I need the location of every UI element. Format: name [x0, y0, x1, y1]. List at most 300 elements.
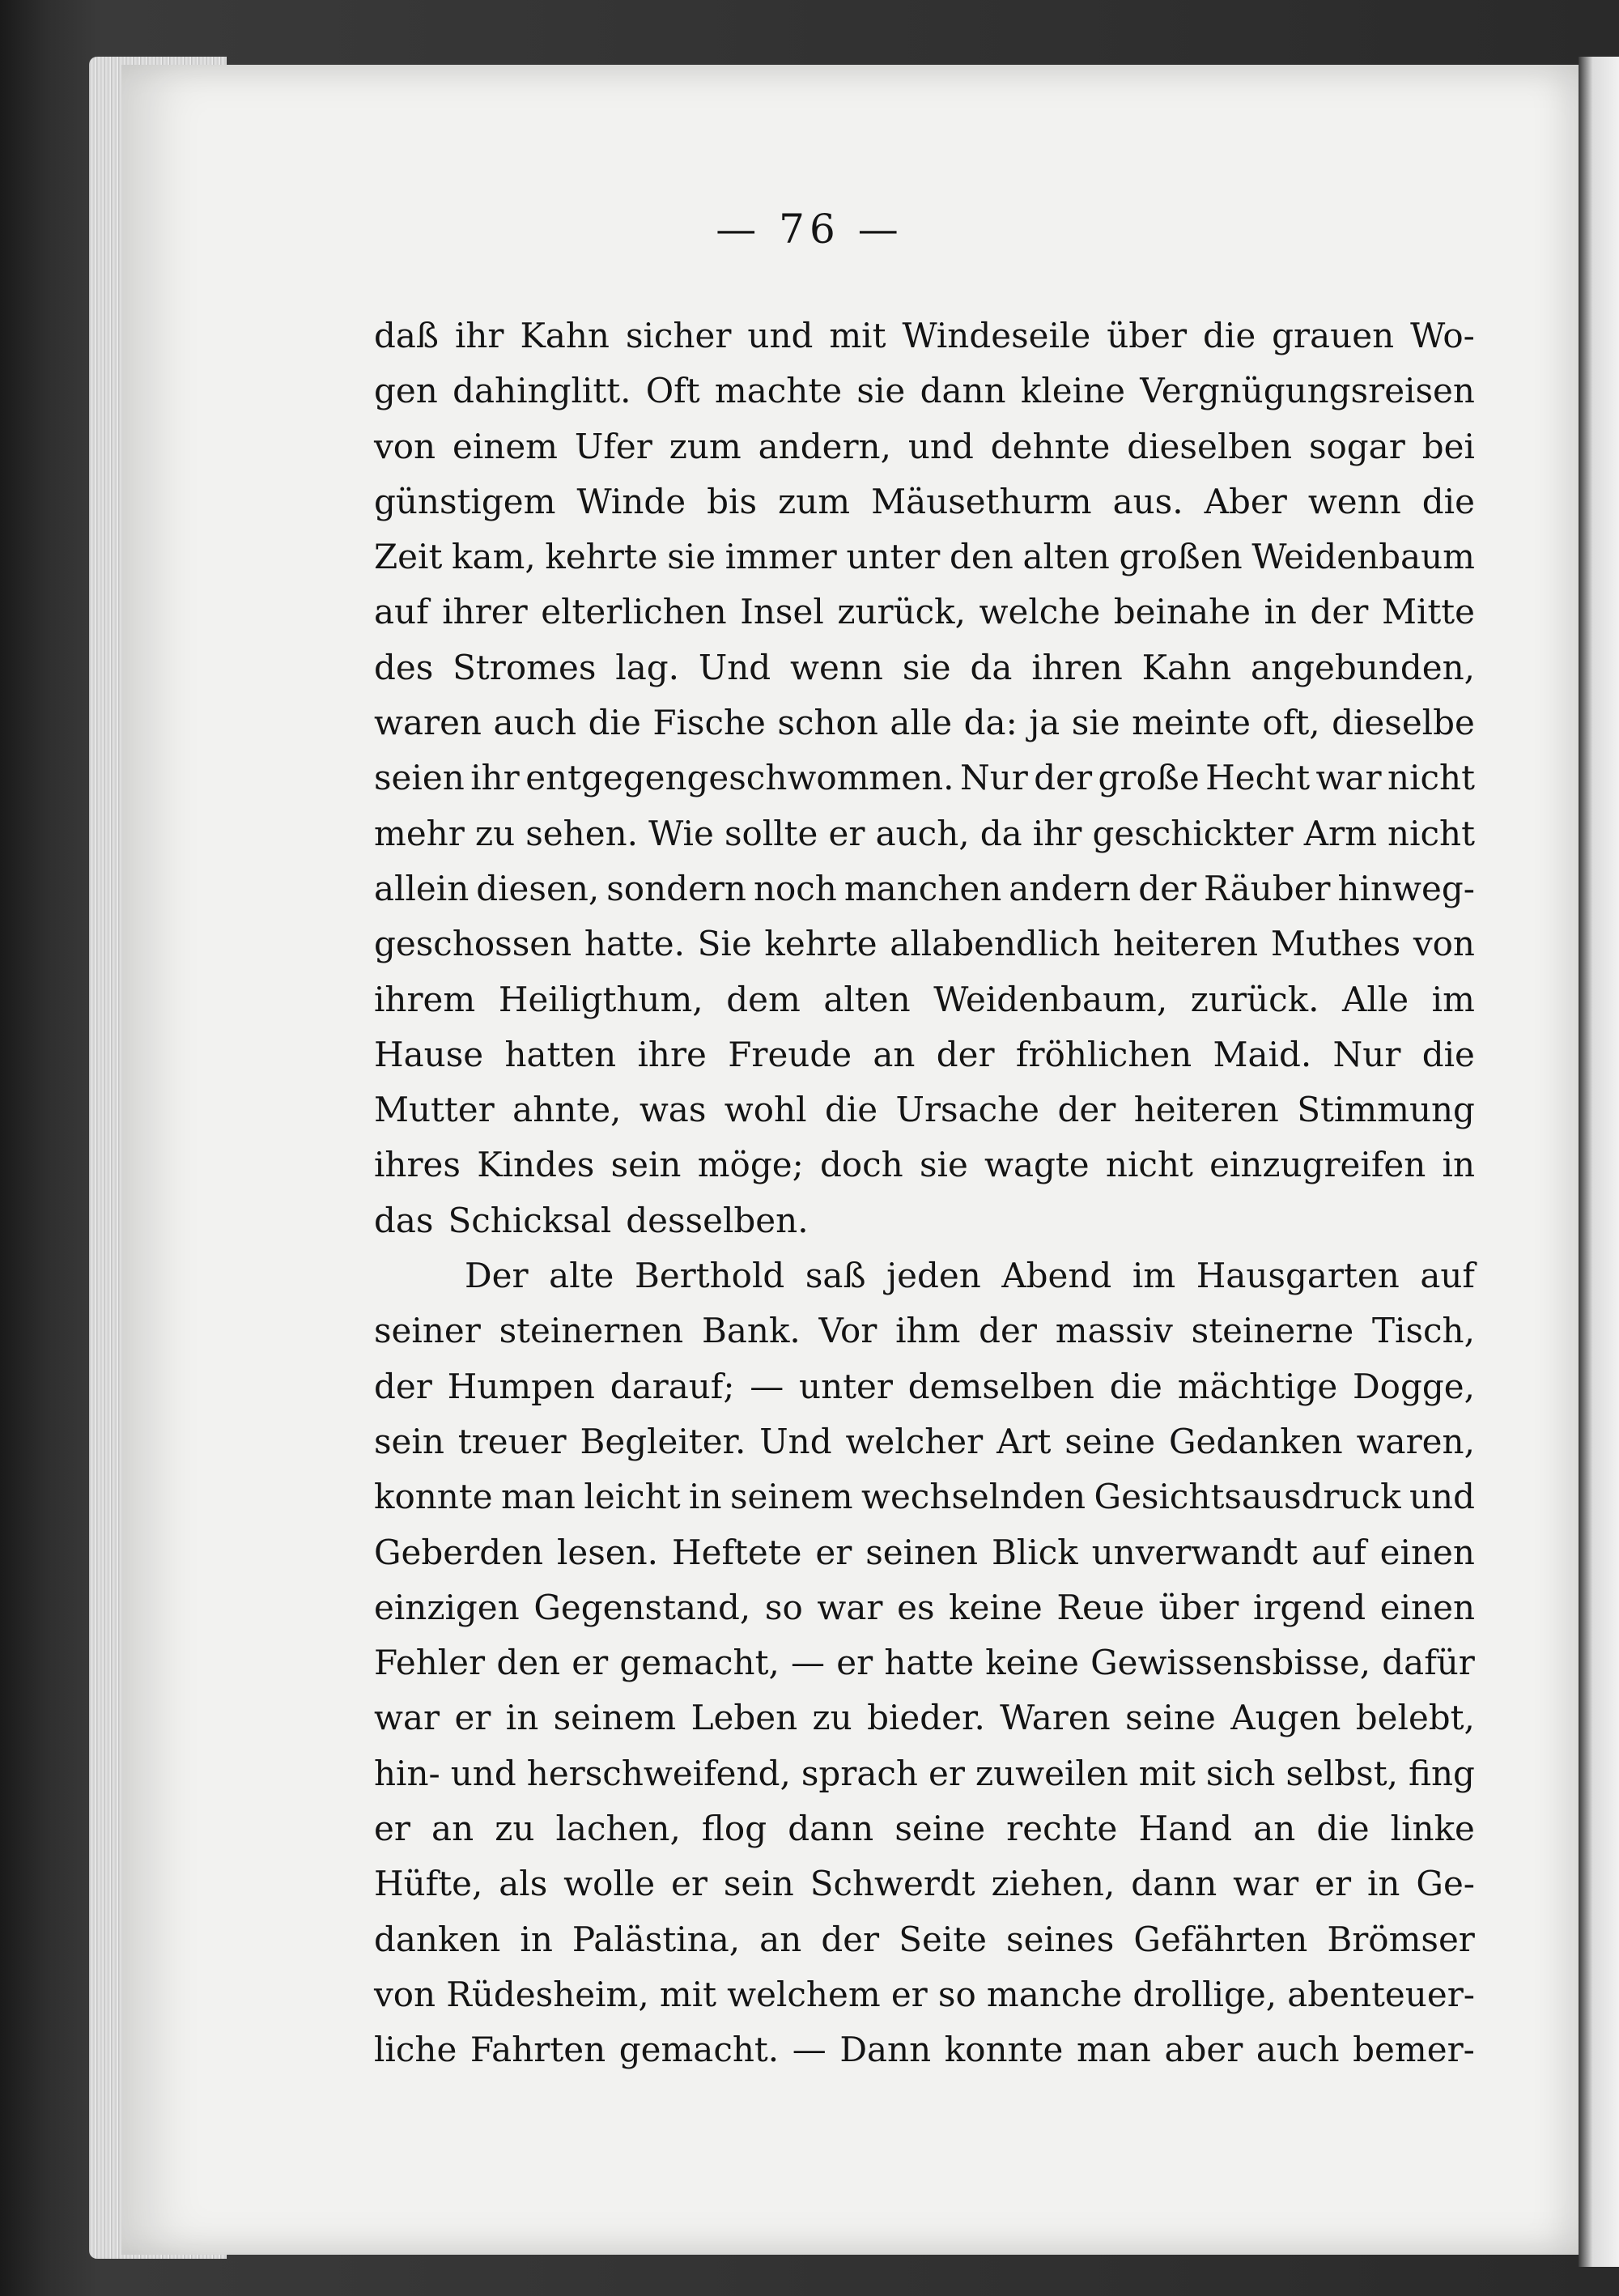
word: man [1076, 2030, 1151, 2070]
word: auch, [875, 813, 970, 853]
word: seiner [374, 1311, 481, 1351]
word: er [836, 1643, 873, 1683]
word: er [572, 1643, 609, 1683]
word: Abend [1001, 1256, 1112, 1296]
word: keine [949, 1587, 1043, 1627]
word: Mitte [1381, 592, 1475, 632]
word: belebt, [1355, 1698, 1475, 1738]
word: elterlichen [541, 592, 727, 632]
word: Muthes [1270, 924, 1401, 964]
word: Aber [1204, 481, 1287, 521]
word: noch [753, 868, 837, 908]
word: Sie [697, 924, 752, 964]
word: Gedanken [1168, 1421, 1343, 1461]
word: alten [823, 979, 911, 1019]
word: liche [374, 2030, 457, 2070]
text-line [374, 1469, 1475, 1524]
word: den [496, 1643, 561, 1683]
word: an [873, 1034, 916, 1074]
word: mehr [374, 813, 465, 853]
word: alte [549, 1256, 614, 1296]
word: ihre [637, 1034, 707, 1074]
word: Geberden [374, 1532, 544, 1572]
word: war [374, 1698, 440, 1738]
word: dehnte [990, 426, 1111, 466]
word: ihm [895, 1311, 961, 1351]
word: Gegenstand, [533, 1587, 751, 1627]
text-line [374, 1414, 1475, 1469]
word: hatten [504, 1034, 617, 1074]
word: entgegengeschwommen. [525, 758, 954, 798]
text-line [374, 1635, 1475, 1690]
word: im [1431, 979, 1475, 1019]
word: seine [894, 1809, 986, 1849]
word: mit [1138, 1753, 1196, 1793]
word: Schwerdt [810, 1864, 975, 1904]
word: wenn [790, 647, 883, 687]
word: Palästina, [572, 1919, 741, 1959]
word: oft, [1262, 703, 1320, 743]
word: in [689, 1477, 722, 1517]
word: seinen [865, 1532, 979, 1572]
word: leicht [584, 1477, 681, 1517]
word: sie [667, 537, 716, 577]
word: sollte [724, 813, 818, 853]
word: zu [474, 813, 516, 853]
word: Fahrten [470, 2030, 606, 2070]
word: die [588, 703, 641, 743]
word: als [499, 1864, 548, 1904]
word: waren, [1356, 1421, 1475, 1461]
word: die [1316, 1809, 1370, 1849]
word: Augen [1230, 1698, 1341, 1738]
word: Oft [645, 371, 700, 411]
word: Winde [576, 481, 686, 521]
word: kehrte [545, 537, 658, 577]
page-number: — 76 — [716, 206, 903, 253]
word: da [970, 647, 1013, 687]
word: unter [846, 537, 941, 577]
word: konnte [374, 1477, 493, 1517]
word: der [374, 1366, 432, 1406]
word: von [374, 426, 436, 466]
word: sie [919, 1145, 968, 1185]
word: über [1158, 1587, 1239, 1627]
word: das [374, 1200, 434, 1240]
text-line [374, 1912, 1475, 1967]
word: seine [1064, 1421, 1156, 1461]
text-line [374, 1303, 1475, 1358]
word: nicht [1387, 758, 1475, 798]
word: grauen [1272, 316, 1395, 355]
text-line [374, 1193, 1475, 1248]
word: abenteuer- [1287, 1974, 1475, 2014]
word: Weidenbaum, [933, 979, 1168, 1019]
word: Dann [839, 2030, 932, 2070]
word: fröhlichen [1015, 1034, 1192, 1074]
word: hatte [884, 1643, 975, 1683]
text-line [374, 1967, 1475, 2022]
word: ihrer [442, 592, 528, 632]
word: den [950, 537, 1013, 577]
word: nicht [1105, 1145, 1193, 1185]
word: er [374, 1809, 410, 1849]
word: er [928, 1753, 965, 1793]
word: darauf; [610, 1366, 735, 1406]
word: desselben. [626, 1200, 809, 1240]
word: machte [714, 371, 843, 411]
word: Stromes [453, 647, 597, 687]
word: Und [759, 1421, 832, 1461]
word: mit [829, 316, 886, 355]
word: der [979, 1311, 1037, 1351]
text-line [374, 972, 1475, 1027]
word: er [828, 813, 865, 853]
word: Stimmung [1297, 1090, 1475, 1130]
word: welchem [727, 1974, 881, 2014]
word: sehen. [525, 813, 638, 853]
word: allein [374, 868, 470, 908]
word: Art [996, 1421, 1052, 1461]
word: — [750, 1366, 784, 1406]
word: gen [374, 371, 438, 411]
word: einen [1379, 1587, 1475, 1627]
word: meinte [1132, 703, 1251, 743]
text-line [374, 861, 1475, 916]
text-line [374, 1580, 1475, 1635]
word: der [936, 1034, 995, 1074]
word: Vergnügungsreisen [1140, 371, 1475, 411]
word: andern, [758, 426, 891, 466]
word: lachen, [555, 1809, 681, 1849]
word: Windeseile [902, 316, 1091, 355]
text-line [374, 2022, 1475, 2077]
word: Ursache [895, 1090, 1040, 1130]
word: einzugreifen [1209, 1145, 1426, 1185]
word: heiteren [1113, 924, 1259, 964]
word: nicht [1387, 813, 1475, 853]
word: an [1253, 1809, 1296, 1849]
word: keine [985, 1643, 1079, 1683]
word: sein [723, 1864, 794, 1904]
word: auf [374, 592, 429, 632]
word: steinernen [499, 1311, 684, 1351]
text-line [374, 1248, 1475, 1303]
word: Begleiter. [580, 1421, 746, 1461]
text-line [374, 308, 1475, 364]
word: Hause [374, 1034, 484, 1074]
word: möge; [697, 1145, 804, 1185]
word: ziehen, [991, 1864, 1115, 1904]
word: einzigen [374, 1587, 520, 1627]
word: Arm [1303, 813, 1377, 853]
text-line [374, 585, 1475, 640]
word: da: [963, 703, 1018, 743]
word: andern [1009, 868, 1132, 908]
word: Hand [1138, 1809, 1233, 1849]
word: und [450, 1753, 516, 1793]
word: war [817, 1587, 883, 1627]
word: so [937, 1974, 976, 2014]
word: wenn [1307, 481, 1401, 521]
word: sogar [1308, 426, 1405, 466]
word: dieselben [1127, 426, 1293, 466]
word: manche [986, 1974, 1123, 2014]
word: welcher [845, 1421, 984, 1461]
word: über [1107, 316, 1188, 355]
word: er [454, 1698, 491, 1738]
word: großen [1119, 537, 1243, 577]
word: flog [701, 1809, 767, 1849]
word: seine [1125, 1698, 1216, 1738]
word: dann [1131, 1864, 1217, 1904]
word: bei [1421, 426, 1475, 466]
word: dafür [1382, 1643, 1475, 1683]
word: Vor [818, 1311, 877, 1351]
word: an [759, 1919, 802, 1959]
word: alle [890, 703, 953, 743]
word: günstigem [374, 481, 556, 521]
word: bieder. [867, 1698, 985, 1738]
word: wechselnden [861, 1477, 1086, 1517]
word: Kindes [477, 1145, 595, 1185]
word: Ge- [1416, 1864, 1475, 1904]
word: in [1367, 1864, 1400, 1904]
word: Mäusethurm [871, 481, 1092, 521]
word: da [979, 813, 1022, 853]
word: zum [669, 426, 742, 466]
word: Nur [1332, 1034, 1401, 1074]
word: Hecht [1205, 758, 1311, 798]
word: — [791, 1643, 826, 1683]
word: sie [1071, 703, 1120, 743]
word: kam, [452, 537, 536, 577]
word: Schicksal [448, 1200, 612, 1240]
word: angebunden, [1251, 647, 1475, 687]
word: zurück, [837, 592, 966, 632]
word: sicher [625, 316, 732, 355]
word: beinahe [1113, 592, 1251, 632]
text-line [374, 640, 1475, 695]
word: aber [1164, 2030, 1243, 2070]
word: daß [374, 316, 439, 355]
text-line [374, 1137, 1475, 1193]
word: Der [465, 1256, 529, 1296]
word: geschickter [1092, 813, 1294, 853]
word: Freude [728, 1034, 852, 1074]
word: Maid. [1213, 1034, 1312, 1074]
word: seines [1006, 1919, 1115, 1959]
text-line [374, 750, 1475, 806]
word: sein [374, 1421, 444, 1461]
facing-page-edge [1579, 57, 1619, 2267]
text-line [374, 419, 1475, 474]
word: an [431, 1809, 474, 1849]
text-line [374, 916, 1475, 972]
word: steinerne [1191, 1311, 1354, 1351]
word: einen [1379, 1532, 1475, 1572]
word: von [1413, 924, 1475, 964]
word: irgend [1252, 1587, 1366, 1627]
word: man [501, 1477, 576, 1517]
word: des [374, 647, 434, 687]
word: drollige, [1132, 1974, 1277, 2014]
word: Kahn [520, 316, 610, 355]
word: kehrte [764, 924, 877, 964]
word: hatte. [584, 924, 685, 964]
word: ja [1029, 703, 1060, 743]
word: diesen, [476, 868, 600, 908]
word: fing [1408, 1753, 1475, 1793]
word: dahinglitt. [453, 371, 631, 411]
word: geschossen [374, 924, 572, 964]
word: ihrem [374, 979, 476, 1019]
word: lag. [615, 647, 679, 687]
word: die [1421, 1034, 1475, 1074]
word: Fehler [374, 1643, 486, 1683]
word: einem [452, 426, 559, 466]
word: war [1315, 758, 1382, 798]
word: dieselbe [1332, 703, 1475, 743]
text-line [374, 529, 1475, 585]
word: Weidenbaum [1251, 537, 1475, 577]
word: kleine [1020, 371, 1125, 411]
word: er [1315, 1864, 1352, 1904]
word: Hüfte, [374, 1864, 483, 1904]
word: linke [1390, 1809, 1475, 1849]
word: Kahn [1141, 647, 1232, 687]
word: und [747, 316, 814, 355]
word: aus. [1112, 481, 1183, 521]
word: bis [707, 481, 758, 521]
word: danken [374, 1919, 501, 1959]
text-line [374, 364, 1475, 419]
word: seinem [553, 1698, 677, 1738]
word: sondern [606, 868, 746, 908]
word: alten [1022, 537, 1110, 577]
word: saß [805, 1256, 866, 1296]
word: hinweg- [1337, 868, 1475, 908]
word: massiv [1055, 1311, 1173, 1351]
word: sie [856, 371, 906, 411]
word: Reue [1056, 1587, 1145, 1627]
body-text [374, 308, 1475, 2078]
word: manchen [843, 868, 1002, 908]
text-line [374, 1801, 1475, 1856]
word: konnte [944, 2030, 1064, 2070]
text-line [374, 1856, 1475, 1911]
word: zum [778, 481, 851, 521]
word: Berthold [634, 1256, 785, 1296]
word: ahnte, [512, 1090, 622, 1130]
word: seien [374, 758, 465, 798]
word: in [1264, 592, 1297, 632]
word: Humpen [447, 1366, 595, 1406]
word: Tisch, [1372, 1311, 1475, 1351]
word: doch [819, 1145, 903, 1185]
text-line [374, 474, 1475, 529]
word: sich [1205, 1753, 1276, 1793]
word: Dogge, [1352, 1366, 1475, 1406]
word: ihr [470, 758, 520, 798]
word: auf [1420, 1256, 1475, 1296]
word: sein [610, 1145, 682, 1185]
word: er [890, 1974, 928, 2014]
word: Heiligthum, [498, 979, 703, 1019]
word: ihr [454, 316, 504, 355]
word: auch [1256, 2030, 1340, 2070]
word: der [1138, 868, 1197, 908]
word: Seite [899, 1919, 987, 1959]
word: allabendlich [890, 924, 1101, 964]
word: im [1132, 1256, 1176, 1296]
word: Nur [959, 758, 1028, 798]
word: von [374, 1974, 436, 2014]
word: war [1233, 1864, 1299, 1904]
word: der [1310, 592, 1369, 632]
word: in [1442, 1145, 1475, 1185]
word: Rüdesheim, [446, 1974, 649, 2014]
word: Insel [740, 592, 824, 632]
word: ihres [374, 1145, 461, 1185]
word: heiteren [1133, 1090, 1279, 1130]
word: gemacht, [619, 1643, 780, 1683]
word: dann [788, 1809, 874, 1849]
word: unverwandt [1091, 1532, 1298, 1572]
word: unter [799, 1366, 893, 1406]
word: ihren [1031, 647, 1123, 687]
word: der [1057, 1090, 1116, 1130]
word: er [671, 1864, 708, 1904]
word: in [520, 1919, 553, 1959]
text-line [374, 806, 1475, 861]
word: dem [726, 979, 801, 1019]
word: Leben [691, 1698, 798, 1738]
word: welche [979, 592, 1101, 632]
word: große [1098, 758, 1200, 798]
word: auf [1311, 1532, 1366, 1572]
word: jeden [886, 1256, 981, 1296]
word: die [1421, 481, 1475, 521]
word: in [505, 1698, 539, 1738]
word: Ufer [574, 426, 652, 466]
word: Gewissensbisse, [1090, 1643, 1371, 1683]
word: schon [777, 703, 878, 743]
word: sie [902, 647, 951, 687]
text-line [374, 1525, 1475, 1580]
word: herschweifend, [526, 1753, 791, 1793]
word: und [1409, 1477, 1475, 1517]
word: rechte [1006, 1809, 1118, 1849]
word: mächtige [1177, 1366, 1338, 1406]
word: Wo- [1410, 316, 1475, 355]
word: seinem [729, 1477, 853, 1517]
text-line [374, 1082, 1475, 1137]
word: die [1203, 316, 1256, 355]
word: die [824, 1090, 878, 1130]
word: dann [920, 371, 1006, 411]
word: Gesichtsausdruck [1094, 1477, 1401, 1517]
word: er [815, 1532, 852, 1572]
word: Alle [1342, 979, 1409, 1019]
word: zu [495, 1809, 535, 1849]
word: die [1109, 1366, 1162, 1406]
text-line [374, 695, 1475, 750]
text-line [374, 1359, 1475, 1414]
word: gemacht. [618, 2030, 780, 2070]
text-line [374, 1027, 1475, 1082]
word: — [792, 2030, 826, 2070]
